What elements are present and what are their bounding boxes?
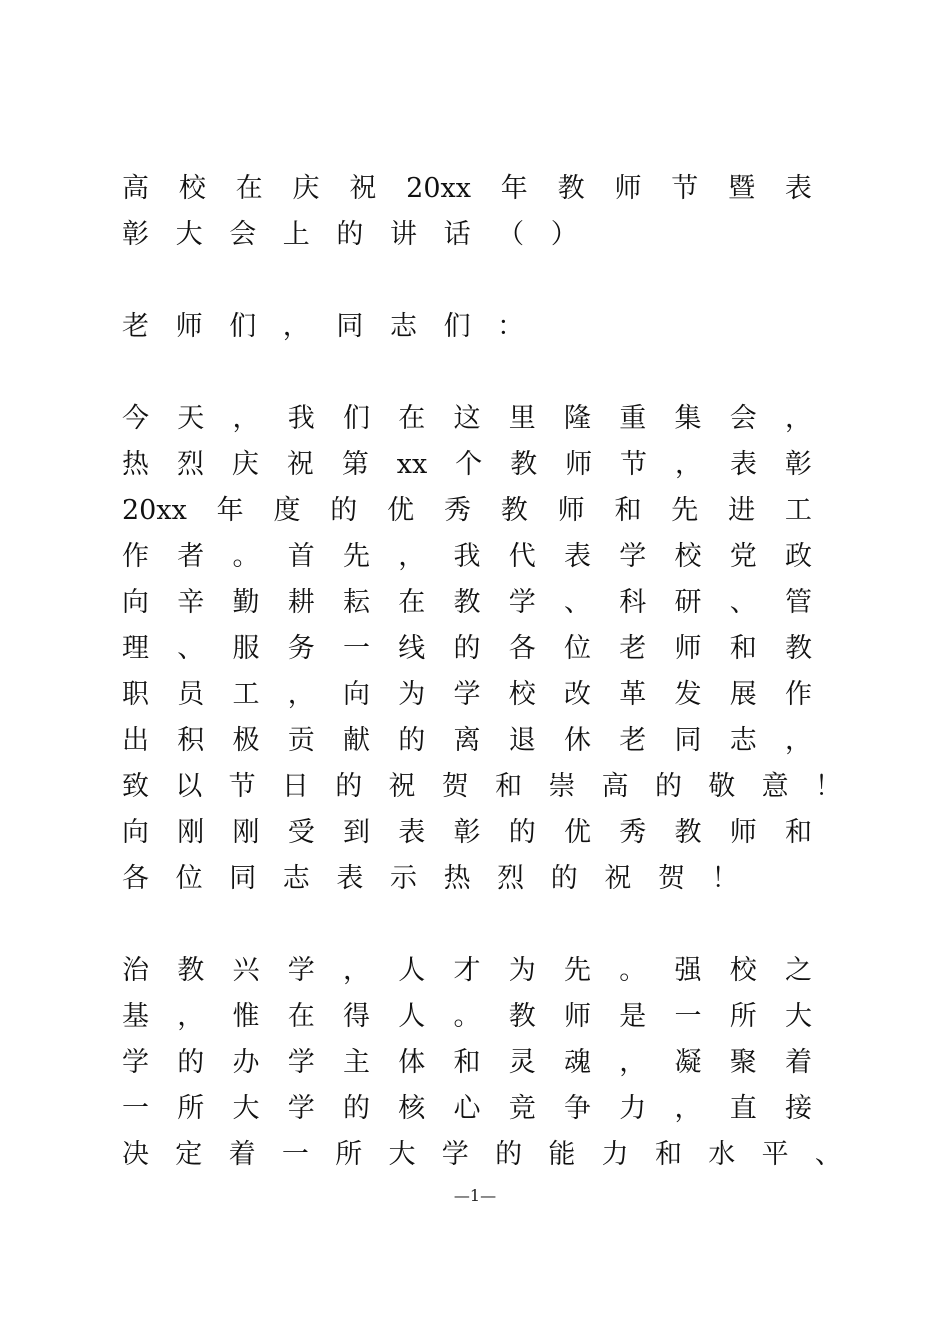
text-glyph: 学	[453, 679, 481, 710]
text-glyph: 竞	[508, 1093, 536, 1124]
text-glyph: 日	[281, 771, 309, 802]
text-glyph: 离	[453, 725, 481, 756]
text-glyph: 暨	[728, 173, 756, 204]
text-glyph: 热	[122, 449, 149, 480]
text-glyph: 今	[122, 403, 149, 434]
text-glyph: 上	[282, 219, 310, 250]
text-glyph: 们	[443, 311, 471, 342]
text-glyph: 优	[564, 817, 591, 848]
text-glyph: 决	[122, 1139, 149, 1170]
text-glyph: 节	[620, 449, 648, 480]
text-glyph: 第	[341, 449, 369, 480]
text-glyph: 直	[729, 1093, 757, 1124]
text-glyph: 贡	[287, 725, 315, 756]
text-glyph: 表	[729, 449, 757, 480]
text-glyph: 、	[814, 1139, 842, 1170]
text-glyph: 热	[443, 863, 471, 894]
text-glyph: 庆	[231, 449, 259, 480]
text-glyph: 教	[508, 1001, 536, 1032]
text-glyph: 科	[619, 587, 647, 618]
text-glyph: 着	[785, 1047, 812, 1078]
text-glyph: ）	[550, 219, 578, 250]
paragraph	[122, 396, 842, 902]
text-glyph: 辛	[177, 587, 205, 618]
text-glyph: 核	[398, 1093, 426, 1124]
text-glyph: 主	[343, 1047, 370, 1078]
text-glyph: 受	[287, 817, 315, 848]
text-glyph: 工	[232, 679, 260, 710]
paragraph-line	[122, 1086, 812, 1132]
text-glyph: 的	[343, 1093, 370, 1124]
paragraph	[122, 948, 842, 1178]
text-glyph: 高	[122, 173, 149, 204]
text-glyph: 我	[287, 403, 315, 434]
text-glyph: 到	[343, 817, 370, 848]
text-glyph: 彰	[784, 449, 812, 480]
text-glyph: 水	[708, 1139, 736, 1170]
text-glyph: 表	[784, 173, 812, 204]
text-glyph: 耘	[343, 587, 370, 618]
text-glyph: 魂	[564, 1047, 591, 1078]
blank-line	[122, 258, 812, 304]
text-glyph: 教	[177, 955, 205, 986]
text-glyph: 的	[453, 633, 481, 664]
text-glyph: 的	[336, 219, 364, 250]
text-glyph: 秀	[619, 817, 647, 848]
text-glyph: 位	[175, 863, 203, 894]
text-glyph: 治	[122, 955, 149, 986]
text-glyph: 在	[235, 173, 263, 204]
text-glyph: 贺	[441, 771, 469, 802]
text-glyph: 退	[508, 725, 536, 756]
text-glyph: 教	[785, 633, 812, 664]
text-glyph: 师	[175, 311, 203, 342]
text-glyph: 和	[654, 1139, 682, 1170]
text-glyph: 首	[287, 541, 315, 572]
text-glyph: 工	[784, 495, 812, 526]
text-glyph: 兴	[232, 955, 260, 986]
text-glyph: 敬	[708, 771, 736, 802]
text-glyph: 的	[330, 495, 358, 526]
document-body	[122, 166, 842, 1178]
paragraph-line	[122, 396, 812, 442]
page-number: —1—	[453, 1186, 497, 1205]
paragraph-line	[122, 856, 812, 902]
blank-line	[122, 902, 812, 948]
text-glyph: 祝	[604, 863, 632, 894]
text-glyph: 的	[398, 725, 426, 756]
text-glyph: 一	[674, 1001, 702, 1032]
text-glyph: 意	[761, 771, 789, 802]
paragraph-line	[122, 994, 812, 1040]
text-glyph: 师	[729, 817, 757, 848]
text-glyph: 大	[175, 219, 203, 250]
text-glyph: 得	[343, 1001, 370, 1032]
text-glyph: 会	[729, 403, 757, 434]
text-glyph: 老	[619, 725, 647, 756]
text-glyph: 表	[564, 541, 591, 572]
text-glyph: 师	[557, 495, 585, 526]
text-glyph: 休	[564, 725, 591, 756]
text-glyph: 隆	[564, 403, 591, 434]
text-glyph: 和	[729, 633, 757, 664]
text-glyph: 崇	[548, 771, 576, 802]
text-glyph: 向	[343, 679, 370, 710]
text-glyph: 勤	[232, 587, 260, 618]
text-glyph: 向	[122, 817, 149, 848]
text-glyph: 和	[614, 495, 642, 526]
text-glyph: 校	[674, 541, 702, 572]
text-glyph: 献	[343, 725, 370, 756]
text-glyph: 定	[175, 1139, 203, 1170]
text-glyph: ，	[398, 541, 426, 572]
text-glyph: 聚	[729, 1047, 757, 1078]
paragraph-line	[122, 672, 812, 718]
text-glyph: 凝	[674, 1047, 702, 1078]
paragraph-line	[122, 1132, 842, 1178]
text-glyph: 个	[455, 449, 483, 480]
text-glyph: 作	[785, 679, 812, 710]
text-glyph: xx	[396, 449, 428, 480]
text-glyph: 积	[177, 725, 205, 756]
text-glyph: 发	[674, 679, 702, 710]
text-glyph: 示	[389, 863, 417, 894]
text-glyph: （	[497, 219, 525, 250]
text-glyph: 。	[453, 1001, 481, 1032]
text-glyph: 学	[287, 1093, 315, 1124]
text-glyph: 党	[729, 541, 757, 572]
text-glyph: 刚	[232, 817, 260, 848]
text-glyph: 学	[508, 587, 536, 618]
paragraph-line	[122, 580, 812, 626]
text-glyph: 学	[441, 1139, 469, 1170]
text-glyph: 进	[728, 495, 756, 526]
text-glyph: 之	[785, 955, 812, 986]
title-line	[122, 212, 812, 258]
text-glyph: 能	[548, 1139, 576, 1170]
text-glyph: 是	[619, 1001, 647, 1032]
text-glyph: ，	[282, 311, 310, 342]
text-glyph: 、	[564, 587, 591, 618]
text-glyph: 管	[785, 587, 812, 618]
text-glyph: 出	[122, 725, 149, 756]
text-glyph: 致	[122, 771, 149, 802]
text-glyph: 的	[495, 1139, 523, 1170]
text-glyph: 、	[177, 633, 205, 664]
text-glyph: 心	[453, 1093, 481, 1124]
text-glyph: 位	[564, 633, 591, 664]
text-glyph: 烈	[176, 449, 204, 480]
text-glyph: 大	[232, 1093, 260, 1124]
document-title	[122, 166, 812, 258]
text-glyph: 和	[453, 1047, 481, 1078]
text-glyph: 研	[674, 587, 702, 618]
text-glyph: 们	[229, 311, 257, 342]
text-glyph: 先	[564, 955, 591, 986]
text-glyph: 为	[508, 955, 536, 986]
paragraph-line	[122, 1040, 812, 1086]
paragraph-line	[122, 948, 812, 994]
text-glyph: 展	[729, 679, 757, 710]
text-glyph: 里	[508, 403, 536, 434]
text-glyph: 志	[729, 725, 757, 756]
text-glyph: ！	[711, 863, 739, 894]
text-glyph: 务	[287, 633, 315, 664]
text-glyph: 接	[785, 1093, 812, 1124]
text-glyph: 耕	[287, 587, 315, 618]
text-glyph: 贺	[657, 863, 685, 894]
text-glyph: 大	[785, 1001, 812, 1032]
text-glyph: 教	[674, 817, 702, 848]
text-glyph: 志	[389, 311, 417, 342]
text-glyph: ，	[785, 725, 812, 756]
text-glyph: 和	[785, 817, 812, 848]
text-glyph: ，	[287, 679, 315, 710]
text-glyph: 政	[785, 541, 812, 572]
text-glyph: 教	[453, 587, 481, 618]
text-glyph: ，	[343, 955, 370, 986]
text-glyph: 、	[729, 587, 757, 618]
text-glyph: 体	[398, 1047, 426, 1078]
text-glyph: 所	[729, 1001, 757, 1032]
blank-line	[122, 350, 812, 396]
text-glyph: 争	[564, 1093, 591, 1124]
text-glyph: 基	[122, 1001, 149, 1032]
salutation	[122, 304, 812, 350]
text-glyph: 表	[336, 863, 364, 894]
text-glyph: 20xx	[122, 495, 187, 526]
text-glyph: 刚	[177, 817, 205, 848]
text-glyph: 祝	[349, 173, 377, 204]
text-glyph: 服	[232, 633, 260, 664]
text-glyph: 一	[281, 1139, 309, 1170]
text-glyph: 们	[343, 403, 370, 434]
text-glyph: 线	[398, 633, 426, 664]
text-glyph: 在	[287, 1001, 315, 1032]
text-glyph: ：	[497, 311, 525, 342]
paragraph-line	[122, 488, 812, 534]
text-glyph: 表	[398, 817, 426, 848]
text-glyph: 志	[282, 863, 310, 894]
text-glyph: 同	[336, 311, 364, 342]
text-glyph: ！	[814, 771, 842, 802]
text-glyph: 着	[228, 1139, 256, 1170]
text-glyph: 力	[619, 1093, 647, 1124]
text-glyph: 大	[388, 1139, 416, 1170]
title-line	[122, 166, 812, 212]
text-glyph: 彰	[453, 817, 481, 848]
text-glyph: 的	[177, 1047, 205, 1078]
text-glyph: 力	[601, 1139, 629, 1170]
text-glyph: 人	[398, 1001, 426, 1032]
text-glyph: 职	[122, 679, 149, 710]
text-glyph: 作	[122, 541, 149, 572]
text-glyph: 祝	[388, 771, 416, 802]
text-glyph: 所	[177, 1093, 205, 1124]
text-glyph: 。	[232, 541, 260, 572]
text-glyph: 以	[175, 771, 203, 802]
text-glyph: 平	[761, 1139, 789, 1170]
text-glyph: 极	[232, 725, 260, 756]
text-glyph: 一	[343, 633, 370, 664]
text-glyph: 同	[229, 863, 257, 894]
text-glyph: 各	[122, 863, 149, 894]
text-glyph: 老	[122, 311, 149, 342]
text-glyph: 讲	[389, 219, 417, 250]
text-glyph: 惟	[232, 1001, 260, 1032]
text-glyph: ，	[675, 449, 702, 480]
text-glyph: 各	[508, 633, 536, 664]
text-glyph: 教	[557, 173, 585, 204]
text-glyph: 师	[674, 633, 702, 664]
text-glyph: ，	[177, 1001, 205, 1032]
text-glyph: ，	[232, 403, 260, 434]
text-glyph: 年	[216, 495, 244, 526]
text-glyph: 高	[601, 771, 629, 802]
text-glyph: 强	[674, 955, 702, 986]
text-glyph: 教	[510, 449, 538, 480]
text-glyph: 学	[122, 1047, 149, 1078]
text-glyph: 校	[178, 173, 206, 204]
text-glyph: 师	[565, 449, 593, 480]
text-glyph: 代	[508, 541, 536, 572]
text-glyph: ，	[619, 1047, 647, 1078]
text-glyph: 的	[654, 771, 682, 802]
text-glyph: 所	[335, 1139, 363, 1170]
text-glyph: 20xx	[406, 173, 471, 204]
paragraph-line	[122, 718, 812, 764]
text-glyph: 重	[619, 403, 647, 434]
text-glyph: 的	[508, 817, 536, 848]
text-glyph: 先	[671, 495, 699, 526]
text-glyph: 才	[453, 955, 481, 986]
text-glyph: 老	[619, 633, 647, 664]
text-glyph: 同	[674, 725, 702, 756]
text-glyph: 改	[564, 679, 591, 710]
text-glyph: 这	[453, 403, 481, 434]
paragraph-line	[122, 534, 812, 580]
text-glyph: 革	[619, 679, 647, 710]
text-glyph: 者	[177, 541, 205, 572]
text-glyph: ，	[674, 1093, 702, 1124]
paragraph-line	[122, 626, 812, 672]
text-glyph: 我	[453, 541, 481, 572]
paragraph-line	[122, 764, 842, 810]
text-glyph: ，	[785, 403, 812, 434]
paragraph-line	[122, 810, 812, 856]
text-glyph: 话	[443, 219, 471, 250]
text-glyph: 一	[122, 1093, 149, 1124]
text-glyph: 师	[614, 173, 642, 204]
text-glyph: 天	[177, 403, 205, 434]
text-glyph: 集	[674, 403, 702, 434]
text-glyph: 庆	[292, 173, 320, 204]
text-glyph: 灵	[508, 1047, 536, 1078]
text-glyph: 会	[229, 219, 257, 250]
text-glyph: 师	[564, 1001, 591, 1032]
text-glyph: 秀	[443, 495, 471, 526]
text-glyph: 年	[500, 173, 528, 204]
text-glyph: 校	[729, 955, 757, 986]
text-glyph: 理	[122, 633, 149, 664]
text-glyph: 向	[122, 587, 149, 618]
text-glyph: 在	[398, 403, 426, 434]
text-glyph: 的	[550, 863, 578, 894]
text-glyph: 在	[398, 587, 426, 618]
text-glyph: 度	[273, 495, 301, 526]
text-glyph: 节	[228, 771, 256, 802]
text-glyph: 的	[335, 771, 363, 802]
text-glyph: 和	[495, 771, 523, 802]
text-glyph: 彰	[122, 219, 149, 250]
text-glyph: 节	[671, 173, 699, 204]
text-glyph: 优	[387, 495, 415, 526]
paragraph-line	[122, 442, 812, 488]
text-glyph: 校	[508, 679, 536, 710]
text-glyph: 。	[619, 955, 647, 986]
text-glyph: 学	[287, 955, 315, 986]
text-glyph: 教	[500, 495, 528, 526]
text-glyph: 先	[343, 541, 370, 572]
text-glyph: 学	[619, 541, 647, 572]
text-glyph: 为	[398, 679, 426, 710]
text-glyph: 学	[287, 1047, 315, 1078]
text-glyph: 办	[232, 1047, 260, 1078]
text-glyph: 人	[398, 955, 426, 986]
text-glyph: 员	[177, 679, 205, 710]
text-glyph: 祝	[286, 449, 314, 480]
text-glyph: 烈	[497, 863, 525, 894]
